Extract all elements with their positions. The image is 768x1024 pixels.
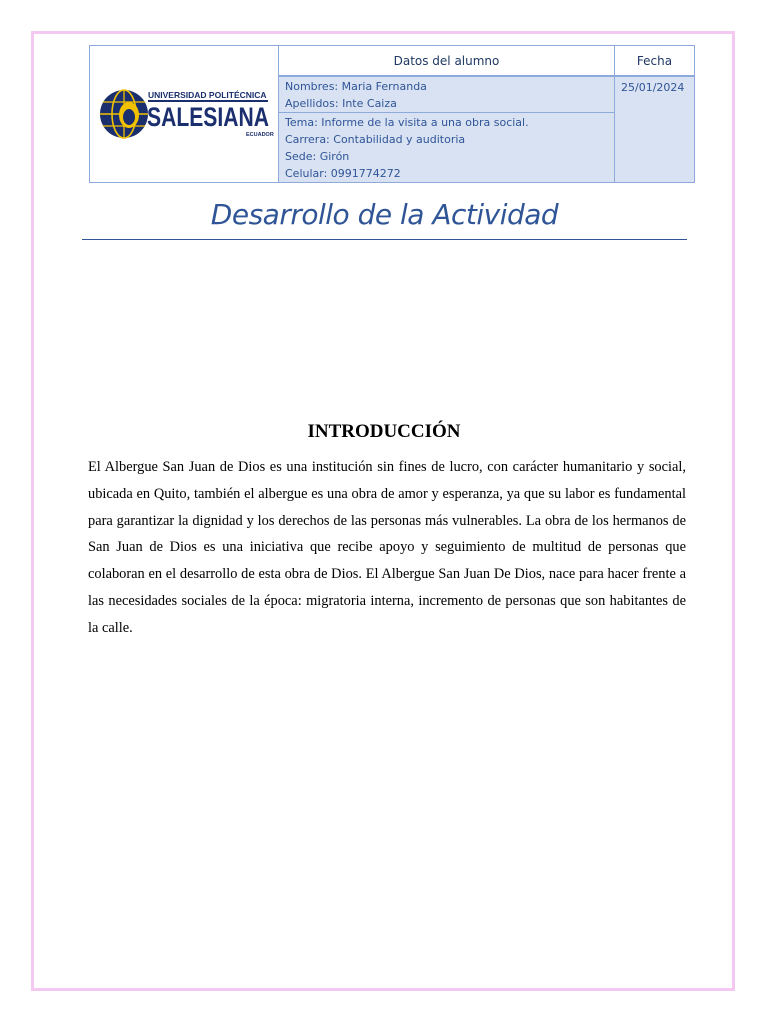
names-cell: [279, 76, 615, 113]
title-underline: [82, 239, 687, 240]
section-heading: INTRODUCCIÓN: [307, 421, 461, 442]
logo-top-text: UNIVERSIDAD POLITÉCNICA: [148, 90, 267, 100]
fecha-cell: [615, 76, 695, 183]
logo-country-text: ECUADOR: [246, 132, 274, 138]
student-tema: Tema: Informe de la visita a una obra social.: [285, 116, 529, 129]
student-sede: Sede: Girón: [285, 150, 350, 163]
document-title: Desarrollo de la Actividad: [210, 198, 559, 231]
table-header-fecha: [615, 46, 695, 77]
introduction-paragraph: El Albergue San Juan de Dios es una institución sin fines de lucro, con carácter humanitario y social, ubicada en Quito, también el albergue es una obra de amor y esperanza, ya que su labor es fundamental para garantizar la dignidad y los derechos de las personas más vulnerables. La obra de los hermanos de San Juan de Dios es una iniciativa que recibe apoyo y seguimiento de multitud de personas que colaboran en el desarrollo de esta obra de Dios. El Albergue San Juan De Dios, nace para hacer frente a las necesidades sociales de la época: migratoria interna, incremento de personas que son habitantes de la calle.: [88, 459, 686, 636]
logo-main-text: SALESIANA: [147, 102, 269, 132]
student-nombres: Nombres: Maria Fernanda: [285, 80, 427, 93]
fecha-value: 25/01/2024: [621, 81, 685, 94]
table-header-datos: [279, 46, 615, 77]
student-apellidos: Apellidos: Inte Caiza: [285, 97, 397, 110]
university-logo: [98, 86, 274, 142]
student-carrera: Carrera: Contabilidad y auditoria: [285, 133, 466, 146]
details-cell: [279, 113, 615, 183]
header-datos-label: Datos del alumno: [393, 53, 500, 68]
header-fecha-label: Fecha: [636, 53, 673, 68]
student-data-table: [89, 45, 695, 183]
logo-cell: [90, 46, 279, 183]
student-celular: Celular: 0991774272: [285, 167, 401, 180]
